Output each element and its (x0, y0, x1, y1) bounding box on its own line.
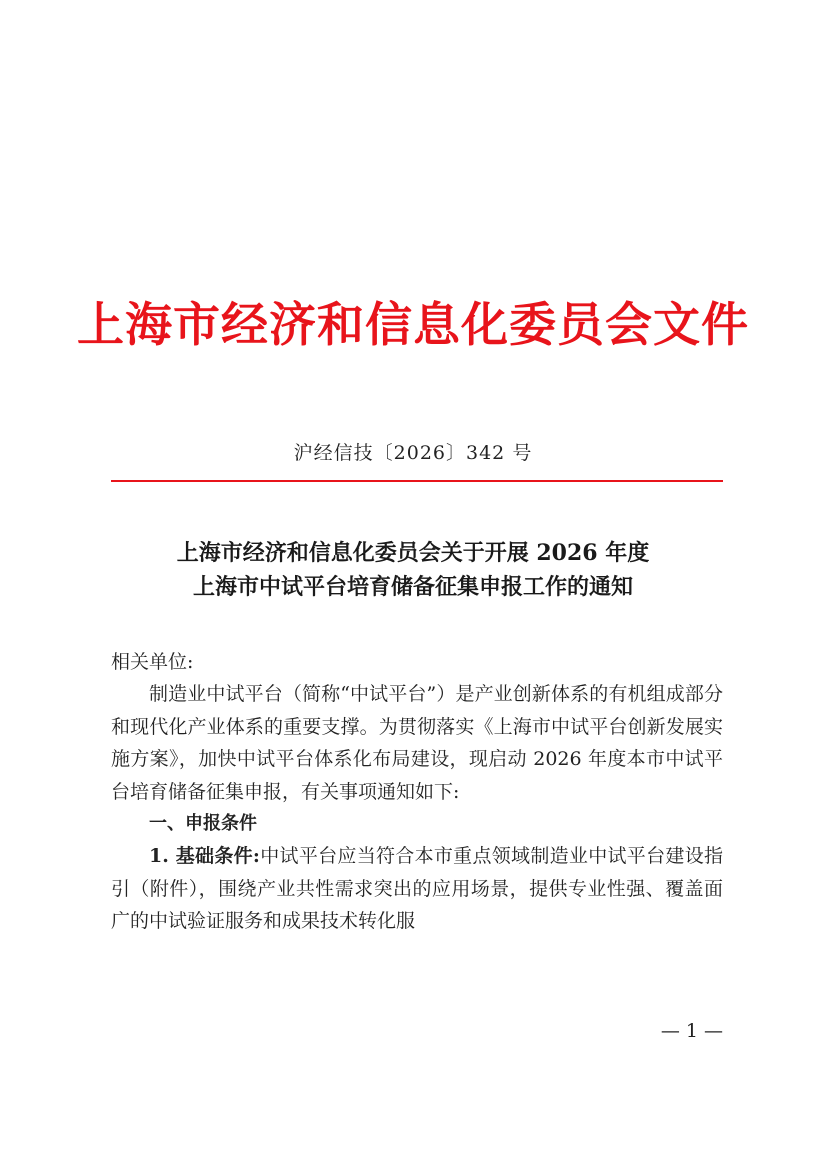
document-number: 沪经信技〔2026〕342 号 (293, 442, 533, 464)
document-title-line-2: 上海市中试平台培育储备征集申报工作的通知 (192, 574, 633, 600)
item-text: 中试平台应当符合本市重点领域制造业中试平台建设指引（附件），围绕产业共性需求突出的应用场景，提供专业性强、覆盖面广的中试验证服务和成果技术转化服 (111, 845, 723, 933)
item-label: 1. 基础条件: (149, 845, 260, 868)
page-number: — 1 — (660, 1020, 723, 1042)
document-title-line-1: 上海市经济和信息化委员会关于开展 2026 年度 (176, 540, 650, 566)
item-basic-conditions (111, 840, 723, 937)
document-masthead: 上海市经济和信息化委员会文件 (77, 298, 749, 353)
intro-paragraph: 制造业中试平台（简称“中试平台”）是产业创新体系的有机组成部分和现代化产业体系的重要支撑。为贯彻落实《上海市中试平台创新发展实施方案》，加快中试平台体系化布局建设，现启动 2026 年度本市中试平台培育储备征集申报，有关事项通知如下: (111, 683, 723, 803)
salutation: 相关单位: (111, 651, 194, 673)
red-divider-line (111, 480, 723, 482)
section-heading-conditions: 一、申报条件 (149, 813, 257, 835)
document-body (111, 646, 723, 938)
document-title (0, 536, 826, 604)
